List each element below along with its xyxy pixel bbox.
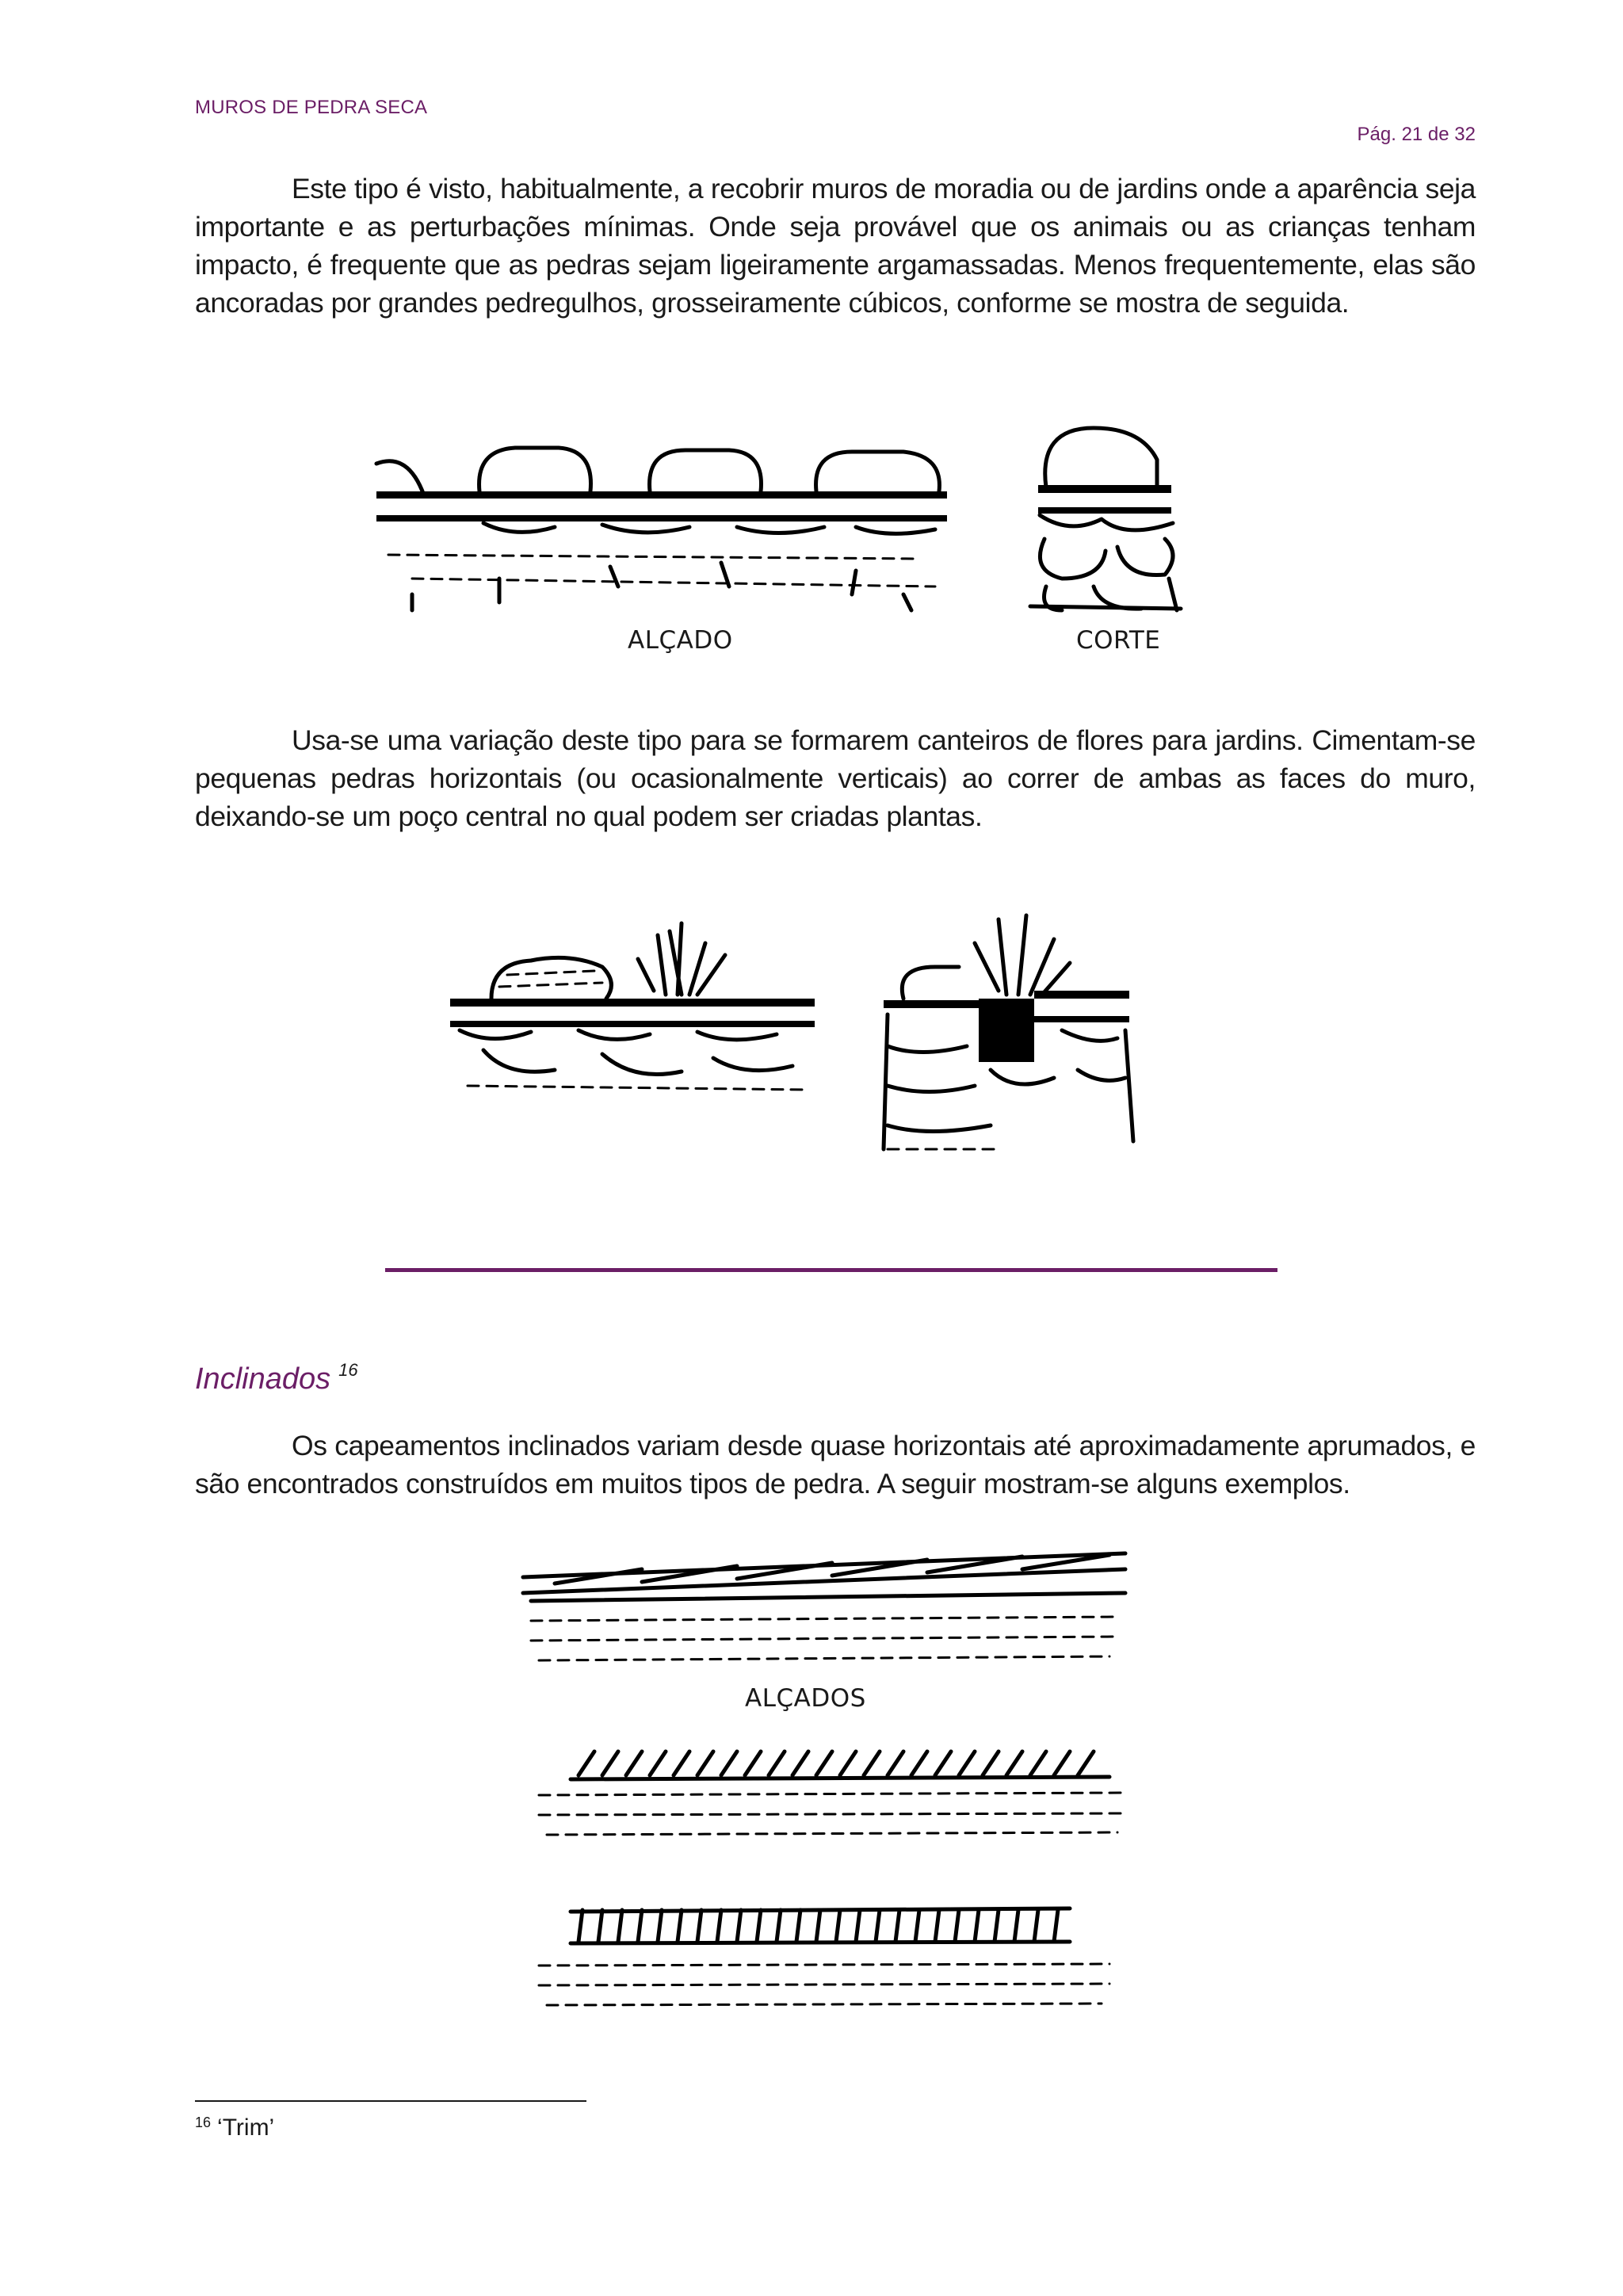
figure-inclined-coping-3 bbox=[523, 1894, 1141, 2029]
figure-coping-elevation-section bbox=[365, 396, 1268, 626]
section-divider bbox=[385, 1268, 1277, 1272]
flower-bed-section bbox=[884, 915, 1133, 1149]
document-header-title: MUROS DE PEDRA SECA bbox=[195, 97, 428, 118]
footnote-separator bbox=[195, 2100, 586, 2102]
flower-bed-elevation bbox=[450, 923, 815, 1090]
elevation-drawing bbox=[376, 448, 947, 610]
figure-inclined-coping-2 bbox=[523, 1736, 1157, 1855]
page-number: Pág. 21 de 32 bbox=[1357, 124, 1476, 145]
figure-flower-bed-wall bbox=[444, 888, 1252, 1173]
paragraph-1: Este tipo é visto, habitualmente, a recobrir muros de moradia ou de jardins onde a aparência seja importante e as perturbações mínimas. Onde seja provável que os animais ou as crianças tenham impacto, é frequente que as pedras sejam ligeiramente argamassadas. Menos frequentemente, elas são ancoradas por grandes pedregulhos, grosseiramente cúbicos, conforme se mostra de seguida. bbox=[195, 173, 1476, 319]
footnote bbox=[195, 2115, 274, 2141]
caption-elevations: ALÇADOS bbox=[745, 1684, 866, 1713]
footnote-number: 16 bbox=[195, 2115, 212, 2130]
paragraph-2: Usa-se uma variação deste tipo para se formarem canteiros de flores para jardins. Cimentam-se pequenas pedras horizontais (ou ocasionalmente verticais) ao correr de ambas as faces do muro, deixando-se um poço central no qual podem ser criadas plantas. bbox=[195, 724, 1476, 832]
footnote-text: ‘Trim’ bbox=[217, 2115, 275, 2141]
figure-inclined-coping-1 bbox=[507, 1545, 1141, 1680]
section-title: Inclinados bbox=[195, 1362, 331, 1396]
caption-elevation: ALÇADO bbox=[628, 626, 733, 655]
caption-section: CORTE bbox=[1076, 626, 1161, 655]
paragraph-3: Os capeamentos inclinados variam desde quase horizontais até aproximadamente aprumados, e são encontrados construídos em muitos tipos de pedra. A seguir mostram-se alguns exemplos. bbox=[195, 1430, 1476, 1499]
section-drawing bbox=[1030, 428, 1181, 610]
footnote-reference: 16 bbox=[338, 1360, 358, 1380]
section-heading bbox=[195, 1360, 358, 1396]
